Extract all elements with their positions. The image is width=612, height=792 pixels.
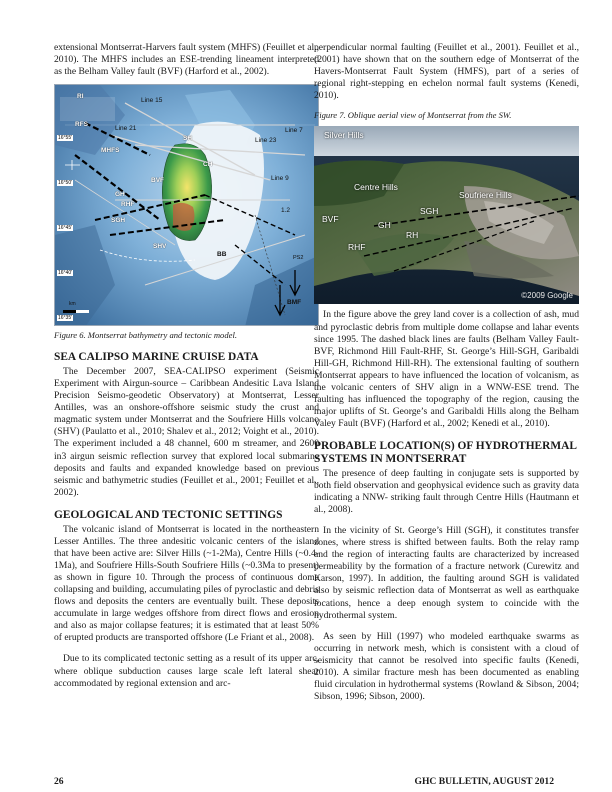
section-heading-hydrothermal: PROBABLE LOCATION(S) OF HYDROTHERMAL SYSTEMS IN MONTSERRAT — [314, 440, 577, 465]
label-line9: Line 9 — [271, 175, 289, 183]
label-1-2: 1.2 — [281, 207, 291, 215]
hydrothermal-paragraph-3: As seen by Hill (1997) who modeled earthquake swarms as occurring in network mesh, which is consistent with a cloud of seismicity that cannot be resolved into specific faults (Kenedi, 2010). A similar fracture mesh has been documented as enabling fluid circulation in hydrothermal systems (Rowland & Sibson, 2004; Sibson, 1996; Sibson, 2000). — [314, 630, 579, 703]
label-sgh-photo: SGH — [420, 206, 439, 217]
figure-7-caption: Figure 7. Oblique aerial view of Montserrat from the SW. — [314, 110, 512, 121]
label-bvf: BVF — [151, 177, 164, 185]
label-rhf: RHF — [121, 201, 135, 209]
section-heading-sea-calipso: SEA CALIPSO MARINE CRUISE DATA — [54, 351, 259, 364]
left-column — [54, 42, 319, 690]
label-centre-hills: Centre Hills — [354, 182, 398, 193]
label-mhfs: MHFS — [101, 147, 120, 155]
label-rfs: RFS — [75, 121, 88, 129]
label-rhf-photo: RHF — [348, 242, 366, 253]
right-top-paragraph: perpendicular normal faulting (Feuillet et al., 2001). Feuillet et al., (2001) have shown that on the southern edge of Montserrat of the Havers-Montserrat Fault System (HMFS), part of a series of regional right-stepping en echelon normal fault systems (Kenedi, 2010). — [314, 42, 579, 102]
figure-7-discussion-paragraph: In the figure above the grey land cover is a collection of ash, mud and pyroclastic debris from multiple dome collapse and lahar events since 1995. The dashed black lines are faults (Belham Valley Fault-BVF, Richmond Hill Fault-RHF, St. George’s Hill-SGH, Garibaldi Hill-GH, Richmond Hill-RH). The extensional faulting of southern Montserrat appears to have influenced the location of volcanism, as the volcanic centers of SHV align in a WNW-ESE trend. The faulting has influenced the topography of the region, causing the major uplifts of St. George’s and Garibaldi Hills along the Belham Valey Fault (BVF) (Harford et al., 2002; Kenedi et al., 2010). — [314, 309, 579, 430]
geological-paragraph-1: The volcanic island of Montserrat is located in the northeastern Lesser Antilles. The three andesitic volcanic centers of the island that have been active are: Silver Hills (~1-2Ma), Centre Hills (~0.4-1Ma), and Soufriere Hills-South Soufriere Hills (~0.3Ma to present) as shown in figure 10. Through the process of continuous dome collapsing and building, accumulating piles of pyroclastic and debris flows and deposits the centers are eventually built. These deposits accumulate in large wedges offshore from direct flows and erosion and also as major collapse features; it is estimated that at least 50% of erupted products are transported offshore (Le Friant et al., 2008). — [54, 523, 319, 644]
lat-tick-1: 16°55' — [58, 135, 73, 142]
lat-tick-4: 16°40' — [58, 270, 73, 277]
label-ps2: PS2 — [293, 255, 304, 262]
label-gh-photo: GH — [378, 220, 391, 231]
label-km: km — [69, 301, 76, 308]
label-bvf-photo: BVF — [322, 214, 339, 225]
label-sgh: SGH — [111, 217, 126, 225]
figure-6-caption: Figure 6. Montserrat bathymetry and tectonic model. — [54, 330, 237, 341]
left-top-paragraph: extensional Montserrat-Harvers fault system (MHFS) (Feuillet et al., 2010). The MHFS includes an ESE-trending lineament interpreted as the Belham Valley fault (BVF) (Harford et al., 2002). — [54, 42, 319, 78]
figure-6-bathymetry-map — [54, 84, 319, 326]
hydrothermal-paragraph-2: In the vicinity of St. George’s Hill (SGH), it constitutes transfer zones, where stress is shifted between faults. Both the relay ramp and the region of interacting faults are characterized by increased permeability by the formation of a fracture network (Curewitz and Karson, 1997). In addition, the faulting around SGH is validated also by seismic reflection data of Montserrat as well as earthquake locations, hence a deep enough system to coincide with the hydrothermal system. — [314, 524, 579, 621]
sea-calipso-paragraph: The December 2007, SEA-CALIPSO experiment (Seismic Experiment with Airgun-source – Caribbean Andesitic Lava Island Precision Seismo-geodetic Observatory) at Montserrat, Lesser Antilles, was an onshore-offshore seismic study the crust and magmatic system under Montserrat and the Soufriere Hills volcano (SHV) (Paulatto et al., 2010; Shalev et al., 2012; Voight et al., 2010). The experiment included a 48 channel, 600 m streamer, and 2600 in3 airgun seismic reflection survey that explored local submarine deposits and faults and expanded knowledge based on previous seismic and bathymetric studies (Feuillet et al., 2001; Feuillet et al., 2002). — [54, 365, 319, 498]
label-line7: Line 7 — [285, 127, 303, 135]
lat-tick-2: 16°50' — [58, 180, 73, 187]
bathymetry-map-graphic — [55, 85, 319, 326]
figure-7-aerial-photo — [314, 126, 579, 304]
aerial-photo-graphic — [314, 126, 579, 304]
section-heading-geological-settings: GEOLOGICAL AND TECTONIC SETTINGS — [54, 508, 283, 521]
label-bmf: BMF — [287, 299, 302, 307]
hydrothermal-paragraph-1: The presence of deep faulting in conjugate sets is supported by both field observation and geophysical evidence such as gravity data indicating a NNW- striking fault through Centre Hills (Hautmann et al., 2008). — [314, 467, 579, 515]
label-line15: Line 15 — [141, 97, 163, 105]
label-soufriere-hills: Soufriere Hills — [459, 190, 512, 201]
lat-tick-5: 16°35' — [58, 315, 73, 322]
google-watermark: ©2009 Google — [521, 291, 573, 301]
right-column — [314, 42, 579, 703]
journal-footer: GHC BULLETIN, AUGUST 2012 — [414, 776, 554, 787]
geological-paragraph-2: Due to its complicated tectonic setting as a result of its upper arc, where oblique subduction causes large scale left lateral shear accommodated by regional extension and arc- — [54, 653, 319, 689]
page-number: 26 — [54, 776, 64, 787]
label-silver-hills: Silver Hills — [324, 130, 364, 141]
label-ch: CH — [203, 161, 213, 169]
lat-tick-3: 16°45' — [58, 225, 73, 232]
label-shv: SHV — [153, 243, 167, 251]
label-bb: BB — [217, 251, 227, 259]
label-line23: Line 23 — [255, 137, 277, 145]
label-gh: GH — [115, 191, 125, 199]
label-rh-photo: RH — [406, 230, 419, 241]
label-line21: Line 21 — [115, 125, 137, 133]
label-sh: SH — [183, 135, 193, 143]
label-ri: RI — [77, 93, 84, 101]
